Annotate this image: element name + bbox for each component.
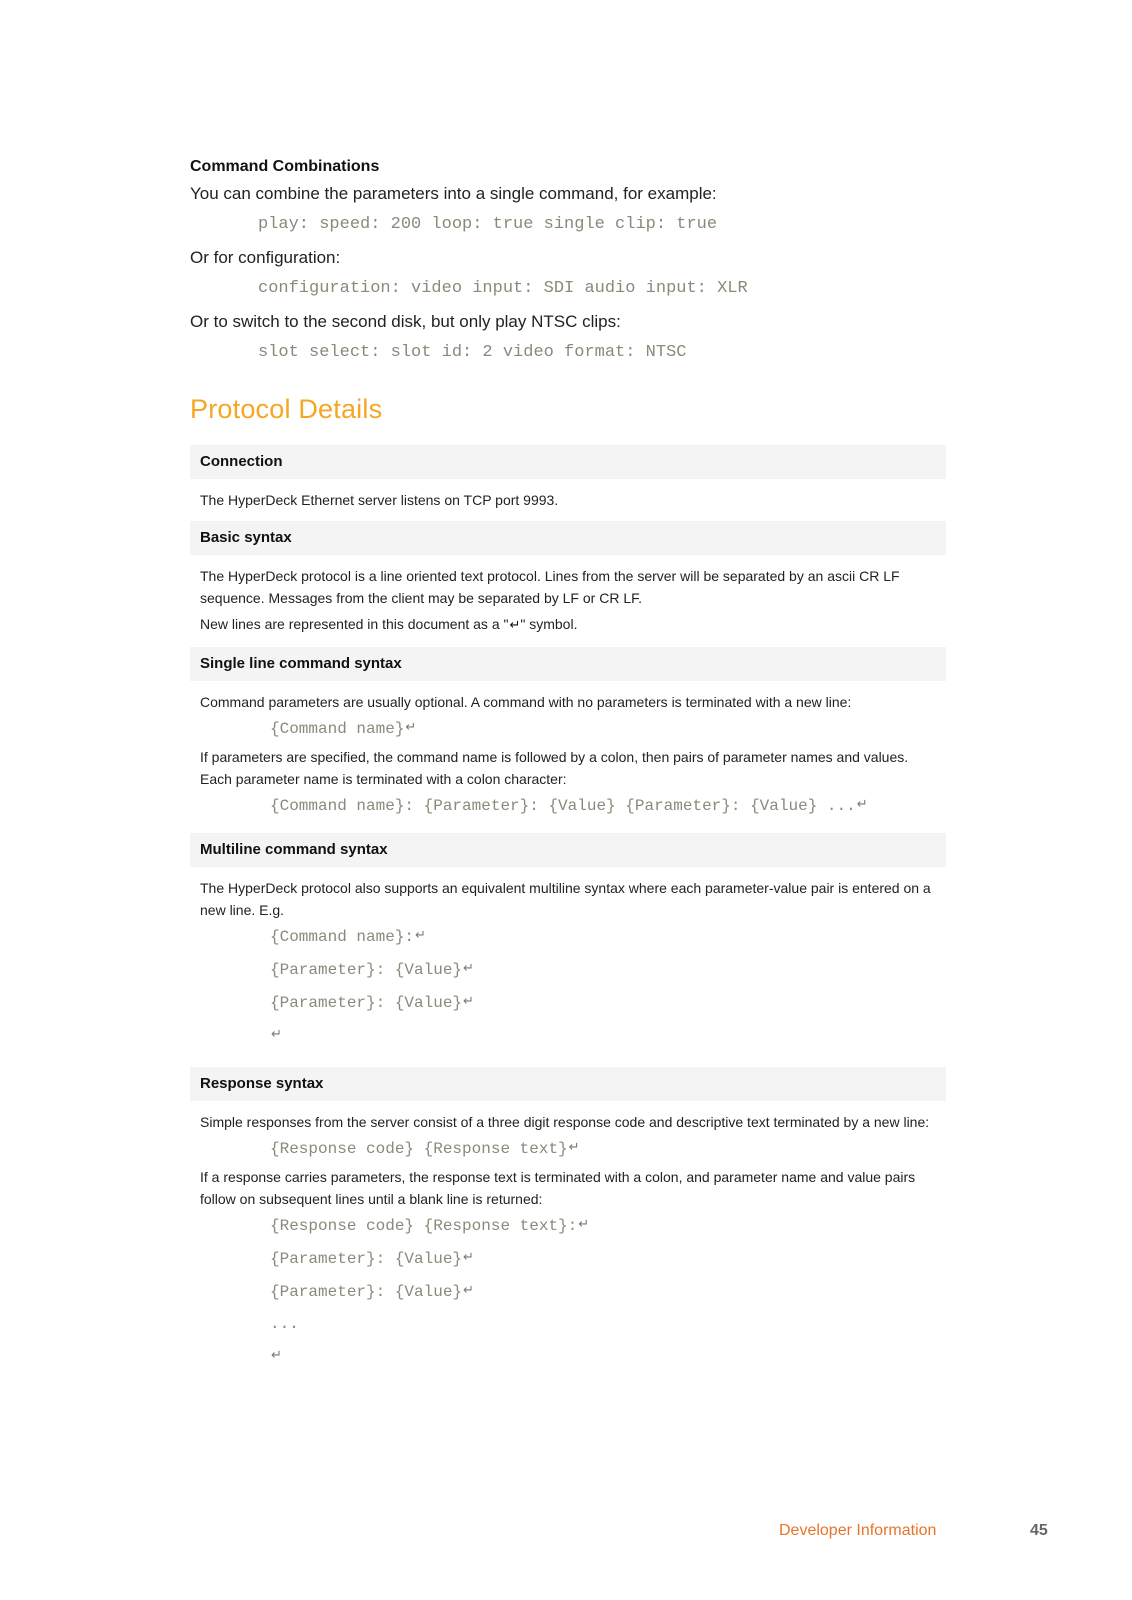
return-symbol-icon: ↵ xyxy=(463,961,474,976)
return-symbol-icon: ↵ xyxy=(578,1217,590,1232)
code-text: {Command name} xyxy=(270,720,405,738)
connection-heading: Connection xyxy=(190,445,946,479)
combos-intro: You can combine the parameters into a single command, for example: xyxy=(190,184,717,203)
page-content xyxy=(190,158,946,1388)
basic-syntax-text: The HyperDeck protocol is a line oriented text protocol. Lines from the server will be separated by an ascii CR LF sequence. Messages from the client may be separated by LF or CR LF. xyxy=(200,568,900,606)
combo-example-config: configuration: video input: SDI audio input: XLR xyxy=(258,279,748,298)
return-symbol-icon: ↵ xyxy=(463,1250,474,1265)
multiline-heading: Multiline command syntax xyxy=(190,833,946,867)
code-text: {Response code} {Response text}: xyxy=(270,1217,578,1235)
response-code-blank xyxy=(270,1345,936,1368)
response-text1: Simple responses from the server consist of a three digit response code and descriptive text terminated by a new line: xyxy=(200,1114,930,1130)
response-text2: If a response carries parameters, the response text is terminated with a colon, and parameter name and value pairs follow on subsequent lines until a blank line is returned: xyxy=(200,1169,916,1207)
basic-syntax-heading: Basic syntax xyxy=(190,521,946,555)
combo-example-play: play: speed: 200 loop: true single clip: true xyxy=(258,215,718,234)
multiline-code3 xyxy=(270,991,936,1014)
return-symbol-icon: ↵ xyxy=(415,928,426,943)
multiline-code2 xyxy=(270,958,936,981)
basic-syntax-body xyxy=(190,555,946,647)
response-syntax-body xyxy=(190,1101,946,1388)
single-line-heading: Single line command syntax xyxy=(190,647,946,681)
code-text: {Command name}: xyxy=(270,928,415,946)
response-code1 xyxy=(270,1137,936,1160)
return-symbol-icon: ↵ xyxy=(271,1348,282,1363)
code-text: {Parameter}: {Value} xyxy=(270,961,463,979)
response-code2 xyxy=(270,1214,936,1237)
newline-note-before: New lines are represented in this document as a " xyxy=(200,616,509,632)
return-symbol-icon: ↵ xyxy=(856,797,868,812)
protocol-details-title: Protocol Details xyxy=(190,394,383,424)
combo-example-slot: slot select: slot id: 2 video format: NTSC xyxy=(258,343,687,362)
return-symbol-icon: ↵ xyxy=(463,994,474,1009)
newline-note xyxy=(200,613,936,637)
code-text: {Parameter}: {Value} xyxy=(270,994,463,1012)
code-text: {Parameter}: {Value} xyxy=(270,1250,463,1268)
code-text: {Response code} {Response text} xyxy=(270,1140,568,1158)
footer-section-title: Developer Information xyxy=(779,1522,937,1539)
return-symbol-icon: ↵ xyxy=(271,1027,282,1042)
single-line-text2: If parameters are specified, the command name is followed by a colon, then pairs of parameter names and values. Each parameter name is terminated with a colon character: xyxy=(200,749,909,787)
return-symbol-icon: ↵ xyxy=(568,1140,580,1155)
code-text: {Command name}: {Parameter}: {Value} {Parameter}: {Value} ... xyxy=(270,797,856,815)
code-text: {Parameter}: {Value} xyxy=(270,1283,463,1301)
single-line-code2 xyxy=(270,794,936,817)
multiline-code-blank xyxy=(270,1024,936,1047)
return-symbol-icon: ↵ xyxy=(405,720,417,735)
return-symbol-icon: ↵ xyxy=(509,618,521,633)
newline-note-after: " symbol. xyxy=(520,616,578,632)
single-line-body xyxy=(190,681,946,833)
multiline-code1 xyxy=(270,925,936,948)
response-code-ellipsis: ... xyxy=(270,1315,299,1333)
disk-intro: Or to switch to the second disk, but only play NTSC clips: xyxy=(190,312,621,331)
config-intro: Or for configuration: xyxy=(190,248,341,267)
multiline-body xyxy=(190,867,946,1067)
connection-text: The HyperDeck Ethernet server listens on TCP port 9993. xyxy=(200,492,559,508)
command-combinations-heading: Command Combinations xyxy=(190,158,380,175)
page-number: 45 xyxy=(1030,1522,1048,1539)
single-line-text1: Command parameters are usually optional. A command with no parameters is terminated with a new line: xyxy=(200,694,852,710)
single-line-code1 xyxy=(270,717,936,740)
response-code3 xyxy=(270,1247,936,1270)
return-symbol-icon: ↵ xyxy=(463,1283,474,1298)
connection-body xyxy=(190,479,946,521)
response-syntax-heading: Response syntax xyxy=(190,1067,946,1101)
multiline-text1: The HyperDeck protocol also supports an equivalent multiline syntax where each parameter-value pair is entered on a new line. E.g. xyxy=(200,880,931,918)
response-code4 xyxy=(270,1280,936,1303)
